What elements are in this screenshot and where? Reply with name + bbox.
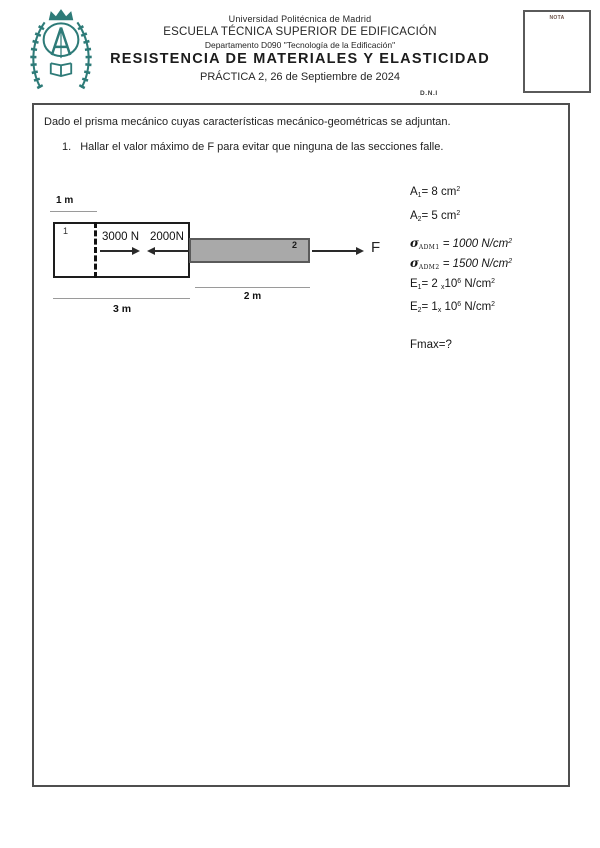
problem-intro: Dado el prisma mecánico cuyas características mecánico-geométricas se adjuntan. (44, 116, 451, 128)
dimension-2m-line (195, 287, 310, 288)
force-3000-arrowhead-icon (132, 247, 140, 255)
force-f-label: F (371, 239, 381, 256)
fmax-question: Fmax=? (410, 339, 452, 351)
force-f-arrowhead-icon (356, 247, 364, 255)
school-name: ESCUELA TÉCNICA SUPERIOR DE EDIFICACIÓN (163, 26, 437, 38)
force-2000-label: 2000N (150, 231, 184, 243)
given-modulus-e1: E1= 2 $x10^6$ $N/cm^2$ (410, 278, 495, 292)
section-interface-dashed-line (94, 222, 97, 278)
force-2000-arrowhead-icon (147, 247, 155, 255)
question-1 (62, 141, 443, 153)
force-f-arrow (312, 250, 357, 252)
header-text-block (70, 13, 530, 85)
course-title: RESISTENCIA DE MATERIALES Y ELASTICIDAD (110, 51, 490, 67)
university-name: Universidad Politécnica de Madrid (228, 14, 372, 24)
question-text: Hallar el valor máximo de F para evitar que ninguna de las secciones falle. (80, 141, 444, 153)
dni-label: D.N.I (420, 90, 438, 97)
session-title: PRÁCTICA 2, 26 de Septiembre de 2024 (200, 71, 400, 83)
problem-frame (32, 103, 570, 787)
dimension-1m-line (50, 211, 97, 212)
member2-label: 2 (292, 240, 298, 250)
given-modulus-e2: E2= 1x $10^6$ $N/cm^2$ (410, 301, 495, 315)
given-area-2: A2= 5 $cm^2$ (410, 210, 461, 224)
department-name: Departamento D090 "Tecnología de la Edificación" (204, 40, 396, 50)
grade-box (523, 10, 591, 93)
given-sigma-adm2: σADM2 = 1500 $N/cm^2$ (410, 256, 513, 272)
dimension-1m-label: 1 m (56, 195, 74, 206)
force-3000-arrow (100, 250, 133, 252)
dimension-2m-label: 2 m (243, 291, 262, 302)
given-area-1: A1= 8 $cm^2$ (410, 186, 461, 200)
member1-label: 1 (63, 226, 69, 236)
force-2000-arrow (155, 250, 189, 252)
given-sigma-adm1: σADM1 = 1000 $N/cm^2$ (410, 236, 513, 252)
grade-box-label: NOTA (549, 15, 565, 21)
force-3000-label: 3000 N (102, 231, 140, 243)
dimension-3m-line (53, 298, 190, 299)
dimension-3m-label: 3 m (112, 303, 132, 315)
question-number: 1. (62, 141, 72, 153)
